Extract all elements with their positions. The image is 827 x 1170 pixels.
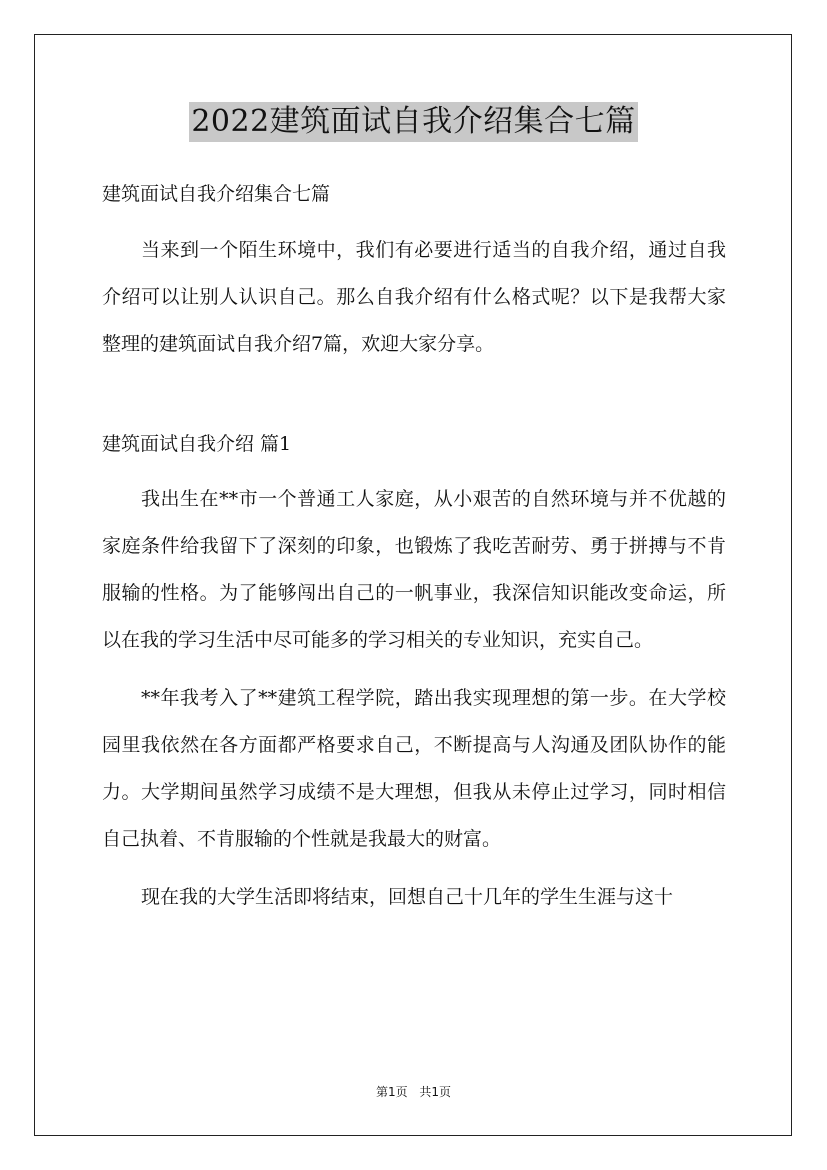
document-title: 2022建筑面试自我介绍集合七篇	[189, 102, 637, 142]
intro-paragraph: 当来到一个陌生环境中，我们有必要进行适当的自我介绍，通过自我介绍可以让别人认识自己。那么自我介绍有什么格式呢？以下是我帮大家整理的建筑面试自我介绍7篇，欢迎大家分享。	[102, 239, 726, 355]
title-container	[0, 102, 827, 142]
body-paragraph: **年我考入了**建筑工程学院，踏出我实现理想的第一步。在大学校园里我依然在各方面都严格要求自己，不断提高与人沟通及团队协作的能力。大学期间虽然学习成绩不是大理想，但我从未停止过学习，同时相信自己执着、不肯服输的个性就是我最大的财富。	[102, 687, 726, 850]
document-body	[102, 174, 726, 921]
document-subtitle: 建筑面试自我介绍集合七篇	[102, 183, 331, 205]
page-footer	[0, 1082, 827, 1102]
page-number: 第1页	[375, 1085, 408, 1099]
section-heading: 建筑面试自我介绍 篇1	[102, 433, 292, 455]
body-paragraph: 现在我的大学生活即将结束，回想自己十几年的学生生涯与这十	[141, 886, 674, 908]
page-total: 共1页	[419, 1085, 452, 1099]
body-paragraph: 我出生在**市一个普通工人家庭，从小艰苦的自然环境与并不优越的家庭条件给我留下了深刻的印象，也锻炼了我吃苦耐劳、勇于拼搏与不肯服输的性格。为了能够闯出自己的一帆事业，我深信知识能改变命运，所以在我的学习生活中尽可能多的学习相关的专业知识，充实自己。	[102, 488, 726, 651]
